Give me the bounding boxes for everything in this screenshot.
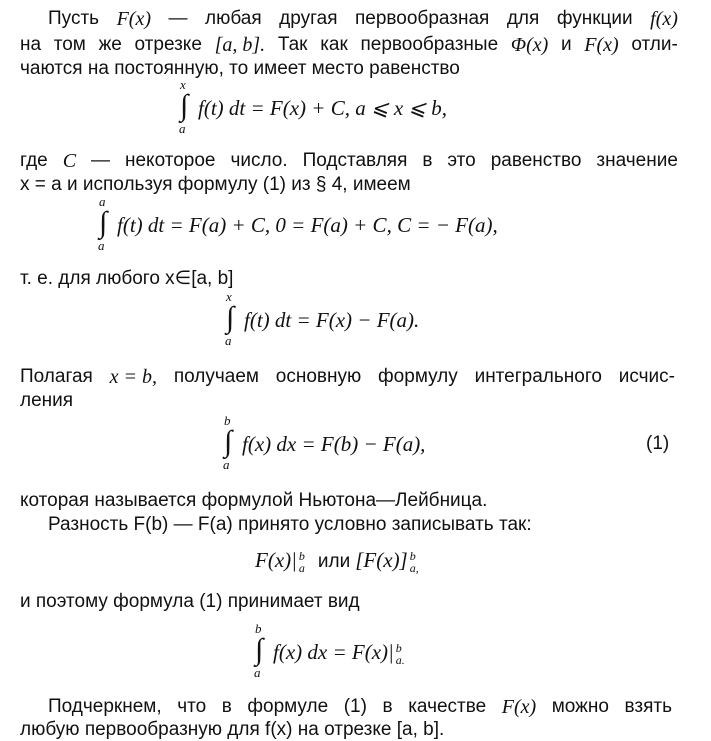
formula-2	[97, 194, 498, 255]
eval-limits: b a	[298, 549, 305, 576]
formula-5	[255, 547, 427, 575]
math-token: x = b,	[109, 366, 158, 388]
eval-bar-expression: F(x)|	[255, 548, 297, 572]
math-token: [a, b].	[214, 34, 266, 56]
word: (1)	[343, 696, 367, 717]
word: же	[98, 34, 122, 55]
word: отрезке	[134, 34, 202, 55]
formula-body: f(t) dt = F(x) − F(a).	[244, 307, 420, 332]
formula-3	[224, 289, 420, 350]
formula-4	[222, 413, 426, 474]
lower-limit: a	[179, 121, 186, 136]
word: том	[53, 34, 86, 55]
word: это	[447, 150, 476, 171]
lower-limit: a	[225, 333, 232, 348]
word: —	[168, 8, 188, 29]
word: основную	[275, 366, 362, 387]
text-line-1	[48, 8, 678, 30]
word: в	[422, 150, 433, 171]
connector-word: или	[317, 551, 351, 572]
word: —	[91, 150, 111, 171]
word: исчис-	[618, 366, 675, 387]
text-line-9: которая называется формулой Ньютона—Лейбница.	[20, 490, 488, 511]
text-line-8: ления	[20, 390, 74, 411]
word: где	[20, 150, 48, 171]
upper-limit: x	[180, 77, 186, 92]
word: в	[382, 696, 393, 717]
word: любая	[205, 8, 262, 29]
formula-body: f(x) dx = F(b) − F(a),	[242, 431, 426, 456]
bracket-limits: b a,	[409, 549, 419, 576]
word: равенство	[490, 150, 582, 171]
math-token: F(x)	[584, 34, 619, 56]
word: функции	[556, 8, 633, 29]
word: и	[560, 34, 572, 55]
word: другая	[279, 8, 338, 29]
formula-body: f(x) dx = F(x)|	[273, 639, 394, 664]
text-line-12	[48, 696, 672, 718]
integral-sign: b ∫ a	[223, 413, 233, 472]
word: как	[320, 34, 348, 55]
math-token: f(x)	[650, 8, 678, 30]
text-line-5: x = a и используя формулу (1) из § 4, имеем	[20, 174, 411, 195]
text-line-11: и поэтому формула (1) принимает вид	[20, 591, 360, 612]
word: для	[506, 8, 540, 29]
text-line-13: любую первообразную для f(x) на отрезке [a, b].	[20, 719, 445, 740]
upper-limit: a	[99, 194, 106, 209]
math-token: F(x)	[116, 8, 151, 30]
integral-sign: x ∫ a	[179, 77, 189, 136]
word: качестве	[408, 696, 487, 717]
math-token: Φ(x)	[510, 34, 549, 56]
word: формуле	[247, 696, 329, 717]
word: в	[221, 696, 232, 717]
word: получаем	[173, 366, 259, 387]
integral-sign: x ∫ a	[225, 289, 235, 348]
word: Полагая	[20, 366, 93, 387]
word: взять	[624, 696, 672, 717]
word: можно	[551, 696, 609, 717]
formula-6	[253, 621, 413, 682]
text-line-3: чаются на постоянную, то имеет место равенство	[20, 58, 460, 79]
integral-sign: b ∫ a	[254, 621, 264, 680]
eval-limits: b a.	[395, 641, 405, 667]
math-token: F(x)	[501, 696, 537, 718]
word: Пусть	[48, 8, 100, 29]
lower-limit: a	[223, 457, 230, 472]
word: что	[177, 696, 207, 717]
formula-1	[178, 77, 447, 138]
bracket-expression: [F(x)]	[355, 548, 408, 572]
formula-body: f(t) dt = F(a) + C, 0 = F(a) + C, C = − F(a),	[117, 212, 498, 237]
upper-limit: b	[255, 621, 262, 636]
lower-limit: a	[254, 665, 261, 680]
equation-number: (1)	[646, 433, 670, 454]
word: Так	[277, 34, 308, 55]
math-token: C	[62, 150, 77, 172]
word: некоторое	[124, 150, 216, 171]
integral-sign: a ∫ a	[98, 194, 108, 253]
upper-limit: b	[224, 413, 231, 428]
formula-body: f(t) dt = F(x) + C, a ⩽ x ⩽ b,	[198, 95, 447, 120]
word: интегрального	[474, 366, 602, 387]
word: число.	[230, 150, 288, 171]
word: отли-	[631, 34, 678, 55]
word: значение	[596, 150, 678, 171]
word: на	[20, 34, 42, 55]
text-line-6: т. е. для любого x∈[a, b]	[20, 268, 234, 289]
text-line-4	[20, 150, 678, 172]
word: Подставляя	[302, 150, 408, 171]
word: формулу	[378, 366, 458, 387]
text-line-7	[20, 366, 675, 388]
upper-limit: x	[226, 289, 232, 304]
text-line-2	[20, 34, 678, 56]
word: первообразная	[355, 8, 490, 29]
lower-limit: a	[98, 238, 105, 253]
word: первообразные	[360, 34, 499, 55]
text-line-10: Разность F(b) — F(a) принято условно записывать так:	[48, 514, 532, 535]
word: Подчеркнем,	[48, 696, 162, 717]
